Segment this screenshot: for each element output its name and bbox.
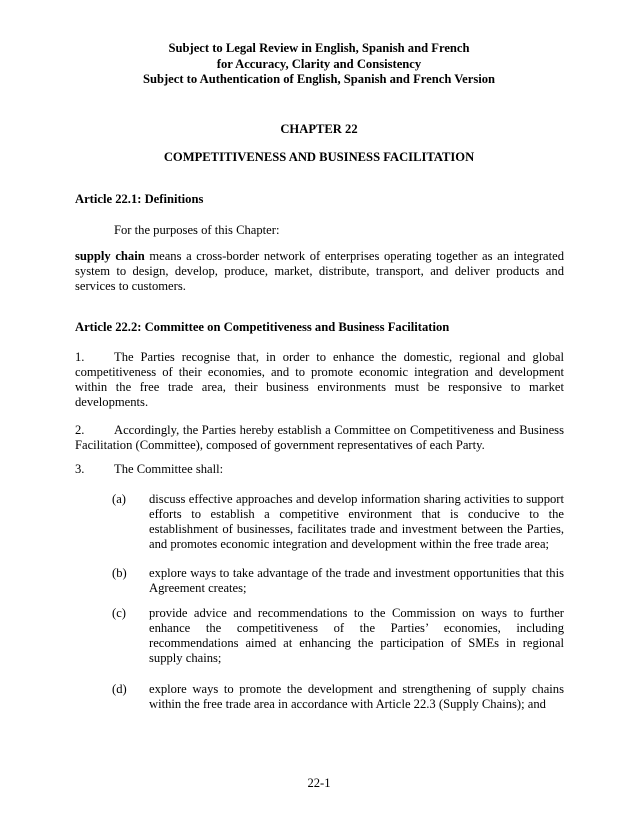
- paragraph-2-number: 2.: [75, 423, 85, 437]
- header-line-2: for Accuracy, Clarity and Consistency: [216, 56, 422, 71]
- chapter-title: COMPETITIVENESS AND BUSINESS FACILITATION: [163, 150, 475, 164]
- definition-term: supply chain: [75, 249, 145, 263]
- article-22-1-heading: Article 22.1: Definitions: [75, 192, 204, 206]
- definition-text: means a cross-border network of enterprises operating together as an integrated system to design, develop, produce, market, distribute, transport, and deliver products and services to customers.: [75, 249, 564, 293]
- document-header: [0, 41, 638, 88]
- article-22-2-heading: Article 22.2: Committee on Competitiveness and Business Facilitation: [75, 320, 450, 334]
- list-item-label: (b): [112, 566, 127, 580]
- list-item-label: (d): [112, 682, 127, 696]
- list-item-text: explore ways to take advantage of the trade and investment opportunities that this Agreement creates;: [149, 566, 564, 595]
- paragraph-2-text: Accordingly, the Parties hereby establish a Committee on Competitiveness and Business Facilitation (Committee), composed of government representatives of each Party.: [75, 423, 564, 452]
- paragraph-1-number: 1.: [75, 350, 85, 364]
- list-item-text: discuss effective approaches and develop information sharing activities to support efforts to establish a competitive environment that is conducive to the establishment of businesses, facilitates trade and investment between the Parties, and promotes economic integration and development within the free trade area;: [149, 492, 564, 551]
- definition-paragraph: [75, 249, 564, 294]
- paragraph-2: [75, 423, 564, 453]
- paragraph-3: [75, 462, 564, 477]
- list-item-label: (c): [112, 606, 126, 620]
- article-22-1-intro: For the purposes of this Chapter:: [114, 223, 280, 237]
- paragraph-1: [75, 350, 564, 410]
- header-line-1: Subject to Legal Review in English, Spanish and French: [168, 41, 470, 55]
- paragraph-1-text: The Parties recognise that, in order to enhance the domestic, regional and global competitiveness of their economies, and to promote economic integration and development within the free trade area, their business environments must be responsive to market developments.: [75, 350, 564, 409]
- page-number: 22-1: [307, 776, 331, 790]
- paragraph-3-number: 3.: [75, 462, 85, 476]
- list-item-text: explore ways to promote the development and strengthening of supply chains within the free trade area in accordance with Article 22.3 (Supply Chains); and: [149, 682, 564, 711]
- header-line-3: Subject to Authentication of English, Spanish and French Version: [142, 72, 496, 86]
- paragraph-3-text: The Committee shall:: [114, 462, 224, 476]
- list-item-label: (a): [112, 492, 126, 506]
- list-item-text: provide advice and recommendations to the Commission on ways to further enhance the competitiveness of the Parties’ economies, including recommendations aimed at enhancing the participation of SMEs in regional supply chains;: [149, 606, 564, 665]
- chapter-number: CHAPTER 22: [280, 122, 358, 136]
